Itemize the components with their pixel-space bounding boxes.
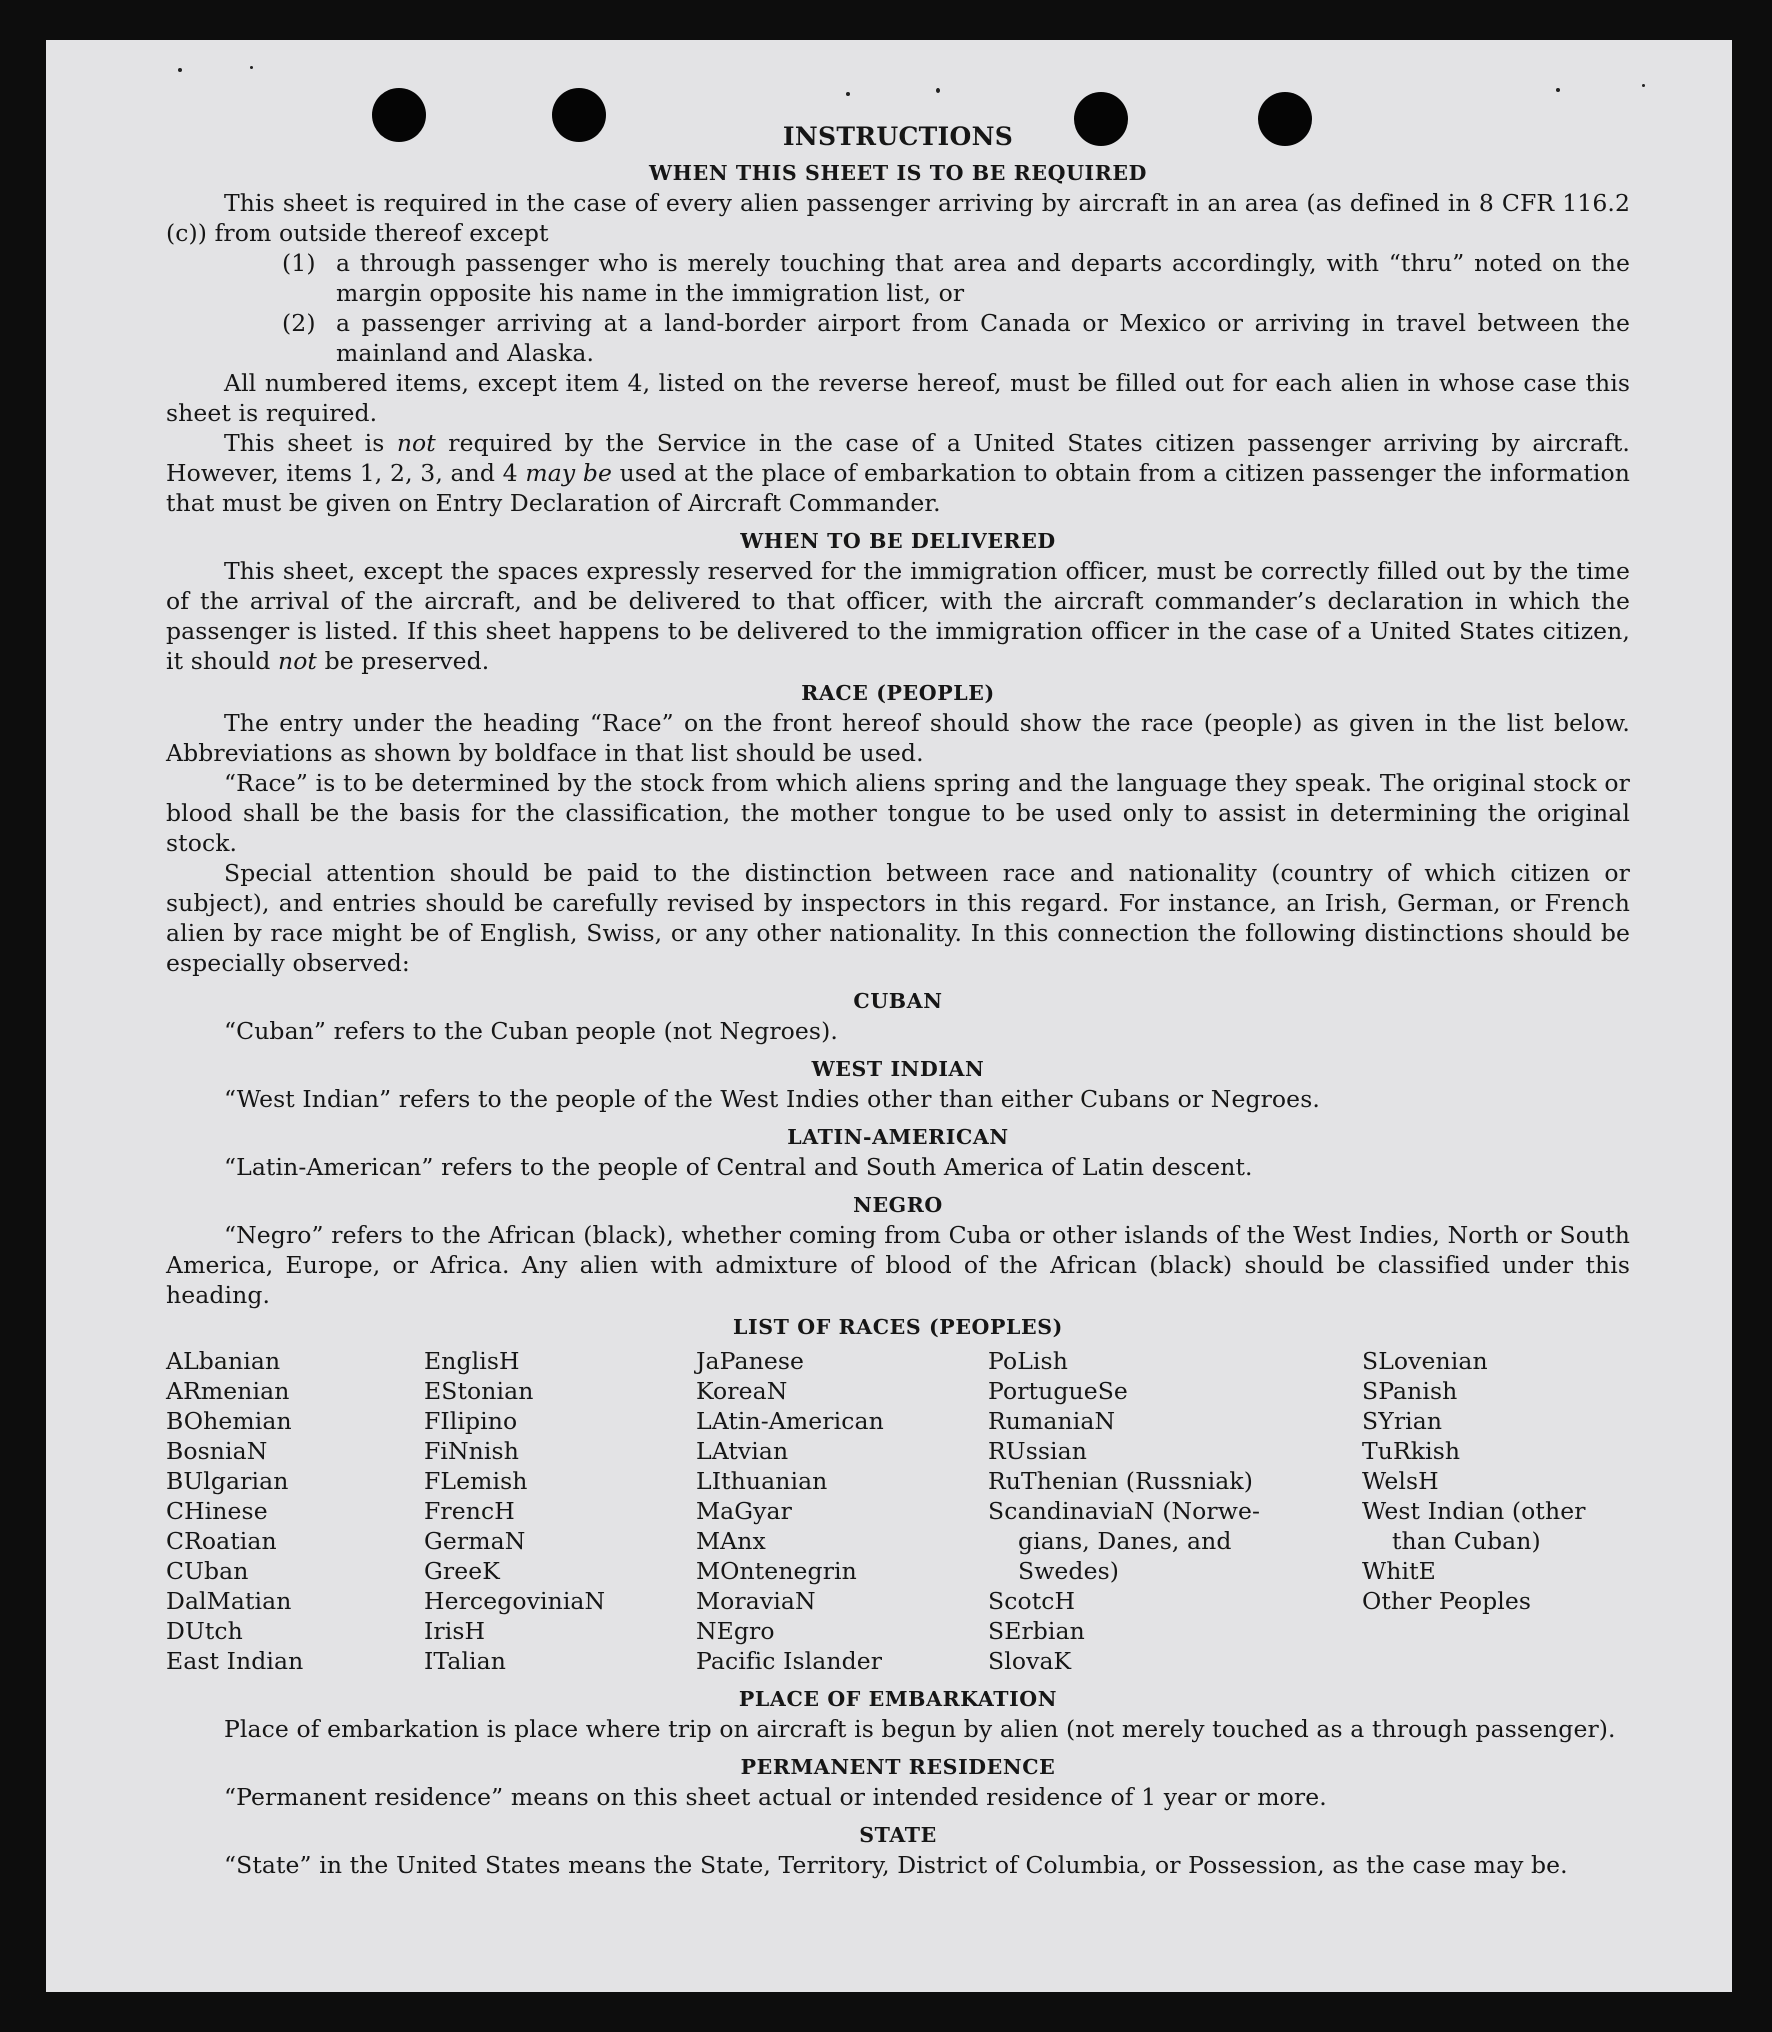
race-entry: Pacific Islander: [696, 1647, 883, 1675]
race-entry: FLemish: [424, 1467, 528, 1495]
race-entry: Swedes): [1018, 1557, 1119, 1585]
text-run: used at the place of embarkation to obtain from a citizen passenger the information that must be given on Entry Declaration of Aircraft Commander.: [166, 459, 1630, 517]
race-entry: MOntenegrin: [696, 1557, 857, 1585]
race-entry: LIthuanian: [696, 1467, 828, 1495]
race-entry: than Cuban): [1392, 1527, 1541, 1555]
race-entry: EStonian: [424, 1377, 534, 1405]
paragraph: [166, 428, 1630, 518]
speck: [936, 88, 940, 93]
section-heading-embarkation: PLACE OF EMBARKATION: [738, 1687, 1058, 1711]
race-entry: IrisH: [424, 1617, 486, 1645]
item-number: (1): [282, 249, 316, 277]
paragraph: “Race” is to be determined by the stock from which aliens spring and the language they speak. The original stock or blood shall be the basis for the classification, the mother tongue to be used only to assist in determining the original stock.: [166, 769, 1630, 857]
paragraph: “Latin-American” refers to the people of Central and South America of Latin descent.: [224, 1153, 1253, 1181]
race-entry: RUssian: [988, 1437, 1087, 1465]
race-entry: GreeK: [424, 1557, 500, 1585]
speck: [1556, 88, 1560, 92]
paragraph: Place of embarkation is place where trip on aircraft is begun by alien (not merely touched as a through passenger).: [224, 1715, 1616, 1743]
race-entry: FiNnish: [424, 1437, 519, 1465]
text-run: be preserved.: [324, 647, 490, 675]
race-entry: gians, Danes, and: [1018, 1527, 1232, 1555]
section-heading-races-list: LIST OF RACES (PEOPLES): [733, 1315, 1063, 1339]
race-entry: MAnx: [696, 1527, 766, 1555]
paragraph: “Negro” refers to the African (black), whether coming from Cuba or other islands of the West Indies, North or South America, Europe, or Africa. Any alien with admixture of blood of the African (black) should be classified under this heading.: [166, 1221, 1630, 1309]
document-sheet: [46, 40, 1732, 1992]
italic-run: may be: [525, 459, 613, 487]
race-entry: MaGyar: [696, 1497, 792, 1525]
race-entry: NEgro: [696, 1617, 775, 1645]
section-heading-latin-american: LATIN-AMERICAN: [787, 1125, 1009, 1149]
race-entry: EnglisH: [424, 1347, 520, 1375]
race-entry: ScotcH: [988, 1587, 1076, 1615]
paragraph: “Cuban” refers to the Cuban people (not Negroes).: [224, 1017, 838, 1045]
item-text: a through passenger who is merely touching that area and departs accordingly, with “thru” noted on the margin opposite his name in the immigration list, or: [336, 249, 1630, 307]
paragraph: “State” in the United States means the State, Territory, District of Columbia, or Possession, as the case may be.: [224, 1851, 1568, 1879]
section-heading-residence: PERMANENT RESIDENCE: [740, 1755, 1056, 1779]
race-entry: SPanish: [1362, 1377, 1458, 1405]
race-entry: WhitE: [1362, 1557, 1436, 1585]
race-entry: ARmenian: [166, 1377, 290, 1405]
section-heading-state: STATE: [859, 1823, 937, 1847]
list-item: [282, 248, 1630, 308]
race-entry: BosniaN: [166, 1437, 268, 1465]
race-entry: West Indian (other: [1362, 1497, 1586, 1525]
race-entry: SLovenian: [1362, 1347, 1488, 1375]
race-entry: SYrian: [1362, 1407, 1443, 1435]
race-entry: KoreaN: [696, 1377, 788, 1405]
paragraph: Special attention should be paid to the distinction between race and nationality (country of which citizen or subject), and entries should be carefully revised by inspectors in this regard. For instance, an Irish, German, or French alien by race might be of English, Swiss, or any other nationality. In this connection the following distinctions should be especially observed:: [166, 859, 1630, 977]
section-heading-when-required: WHEN THIS SHEET IS TO BE REQUIRED: [649, 161, 1147, 185]
race-entry: GermaN: [424, 1527, 526, 1555]
race-entry: CHinese: [166, 1497, 268, 1525]
race-entry: SlovaK: [988, 1647, 1072, 1675]
paragraph: [166, 556, 1630, 676]
race-entry: FIlipino: [424, 1407, 518, 1435]
race-entry: JaPanese: [696, 1347, 805, 1375]
speck: [1642, 84, 1645, 87]
race-entry: DUtch: [166, 1617, 243, 1645]
race-entry: TuRkish: [1362, 1437, 1461, 1465]
race-entry: DalMatian: [166, 1587, 292, 1615]
item-text: a passenger arriving at a land-border airport from Canada or Mexico or arriving in travel between the mainland and Alaska.: [336, 309, 1630, 367]
text-run: required by the Service in the case of a United States citizen passenger arriving by aircraft. However, items 1, 2, 3, and 4: [166, 429, 1630, 487]
speck: [178, 68, 182, 72]
speck: [846, 92, 850, 96]
races-column-5: [1362, 1346, 1630, 1676]
section-heading-west-indian: WEST INDIAN: [811, 1057, 985, 1081]
text-run: This sheet, except the spaces expressly reserved for the immigration officer, must be correctly filled out by the time of the arrival of the aircraft, and be delivered to that officer, with the aircraft commander’s declaration in which the passenger is listed. If this sheet happens to be delivered to the immigration officer in the case of a United States citizen, it should: [166, 557, 1630, 675]
section-heading-race: RACE (PEOPLE): [801, 681, 995, 705]
race-entry: LAtin-American: [696, 1407, 884, 1435]
race-entry: LAtvian: [696, 1437, 789, 1465]
race-entry: FrencH: [424, 1497, 515, 1525]
italic-run: not: [396, 429, 436, 457]
item-number: (2): [282, 309, 316, 337]
race-entry: East Indian: [166, 1647, 304, 1675]
races-list: [166, 1346, 1630, 1676]
section-heading-cuban: CUBAN: [853, 989, 943, 1013]
race-entry: ITalian: [424, 1647, 507, 1675]
speck: [250, 66, 253, 69]
paragraph: The entry under the heading “Race” on the front hereof should show the race (people) as given in the list below. Abbreviations as shown by boldface in that list should be used.: [166, 709, 1630, 767]
race-entry: WelsH: [1362, 1467, 1439, 1495]
race-entry: MoraviaN: [696, 1587, 816, 1615]
race-entry: BOhemian: [166, 1407, 292, 1435]
race-entry: RumaniaN: [988, 1407, 1116, 1435]
paragraph: All numbered items, except item 4, listed on the reverse hereof, must be filled out for each alien in whose case this sheet is required.: [166, 369, 1630, 427]
races-column-1: [166, 1346, 424, 1676]
race-entry: Other Peoples: [1362, 1587, 1532, 1615]
race-entry: PortugueSe: [988, 1377, 1128, 1405]
race-entry: BUlgarian: [166, 1467, 289, 1495]
race-entry: ScandinaviaN (Norwe-: [988, 1497, 1261, 1525]
page-title: INSTRUCTIONS: [782, 122, 1014, 151]
race-entry: CRoatian: [166, 1527, 277, 1555]
race-entry: CUban: [166, 1557, 249, 1585]
list-item: [282, 308, 1630, 368]
italic-run: not: [277, 647, 317, 675]
race-entry: ALbanian: [166, 1347, 281, 1375]
paragraph: “West Indian” refers to the people of the West Indies other than either Cubans or Negroes.: [224, 1085, 1320, 1113]
race-entry: PoLish: [988, 1347, 1068, 1375]
races-column-3: [696, 1346, 988, 1676]
text-run: This sheet is: [224, 429, 385, 457]
instructions-content: [166, 118, 1630, 1880]
section-heading-when-delivered: WHEN TO BE DELIVERED: [740, 529, 1056, 553]
races-column-4: [988, 1346, 1362, 1676]
races-column-2: [424, 1346, 696, 1676]
paragraph: This sheet is required in the case of every alien passenger arriving by aircraft in an area (as defined in 8 CFR 116.2 (c)) from outside thereof except: [166, 189, 1630, 247]
section-heading-negro: NEGRO: [853, 1193, 943, 1217]
paragraph: “Permanent residence” means on this sheet actual or intended residence of 1 year or more.: [224, 1783, 1327, 1811]
race-entry: SErbian: [988, 1617, 1085, 1645]
race-entry: HercegoviniaN: [424, 1587, 606, 1615]
race-entry: RuThenian (Russniak): [988, 1467, 1253, 1495]
